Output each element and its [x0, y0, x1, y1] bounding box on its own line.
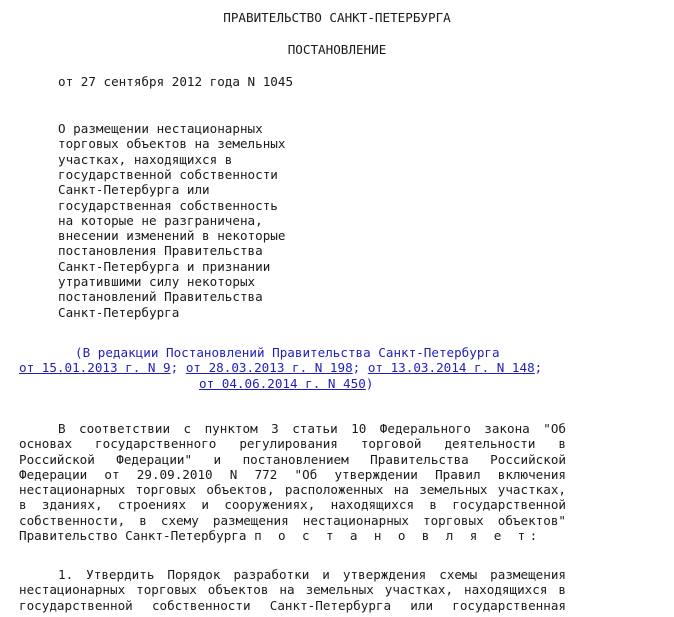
title-line: на которые не разграничена, [58, 212, 263, 228]
preamble-line: собственности, в схему размещения нестационарных торговых объектов" [19, 512, 566, 528]
preamble-line: в зданиях, строениях и сооружениях, находящихся в государственной [19, 497, 566, 513]
revision-intro: (В редакции Постановлений Правительства Санкт-Петербурга [75, 345, 500, 360]
title-line: Санкт-Петербурга [58, 304, 180, 320]
preamble-line: Российской Федерации" и постановлением Правительства Российской [19, 451, 566, 467]
document-date: от 27 сентября 2012 года N 1045 [58, 74, 294, 89]
revision-separator: ; [170, 360, 179, 376]
title-line: постановления Правительства [58, 243, 263, 259]
document-title [0, 107, 674, 336]
item-1-paragraph [19, 567, 566, 613]
revision-link-2014-03-13[interactable]: от 13.03.2014 г. N 148 [367, 360, 535, 376]
title-line: постановлений Правительства [58, 289, 263, 305]
title-line: Санкт-Петербурга или [58, 182, 210, 198]
revision-link-2013-01-15[interactable]: от 15.01.2013 г. N 9 [19, 360, 171, 376]
revision-separator: ; [352, 360, 361, 376]
title-line: торговых объектов на земельных [58, 136, 286, 152]
authority-heading: ПРАВИТЕЛЬСТВО САНКТ-ПЕТЕРБУРГА [223, 10, 451, 25]
document-type-heading: ПОСТАНОВЛЕНИЕ [287, 42, 387, 57]
title-line: Санкт-Петербурга и признании [58, 258, 271, 274]
preamble-paragraph [19, 421, 566, 543]
preamble-line: В соответствии с пунктом 3 статьи 10 Федерального закона "Об [58, 421, 566, 436]
title-line: утратившими силу некоторых [58, 274, 256, 289]
revision-separator: ; [534, 360, 543, 376]
revision-close: ) [365, 375, 374, 391]
preamble-line: Федерации от 29.09.2010 N 772 "Об утверждении Правил включения [19, 466, 566, 482]
revision-links-row [19, 360, 542, 375]
preamble-line: нестационарных торговых объектов, расположенных на земельных участках, [19, 482, 566, 498]
item-1-line: нестационарных торговых объектов на земельных участках, находящихся в [19, 582, 566, 598]
revision-links-row [199, 376, 373, 391]
item-1-line: государственной собственности Санкт-Петербурга или государственная [19, 597, 566, 613]
title-line: участках, находящихся в [58, 151, 233, 167]
preamble-end: Правительство Санкт-Петербурга [19, 528, 247, 544]
title-line: государственная собственность [58, 197, 278, 213]
title-line: внесении изменений в некоторые [58, 228, 286, 244]
preamble-closing-line [19, 528, 566, 543]
revision-link-2014-06-04[interactable]: от 04.06.2014 г. N 450 [199, 375, 366, 391]
item-1-line: 1. Утвердить Порядок разработки и утверждения схемы размещения [58, 567, 566, 582]
preamble-line: основах государственного регулирования торговой деятельности в [19, 436, 566, 452]
revision-link-2013-03-28[interactable]: от 28.03.2013 г. N 198 [185, 360, 353, 376]
title-line: государственной собственности [58, 166, 278, 182]
preamble-verb: п о с т а н о в л я е т: [254, 528, 542, 544]
title-line: О размещении нестационарных [58, 121, 263, 136]
